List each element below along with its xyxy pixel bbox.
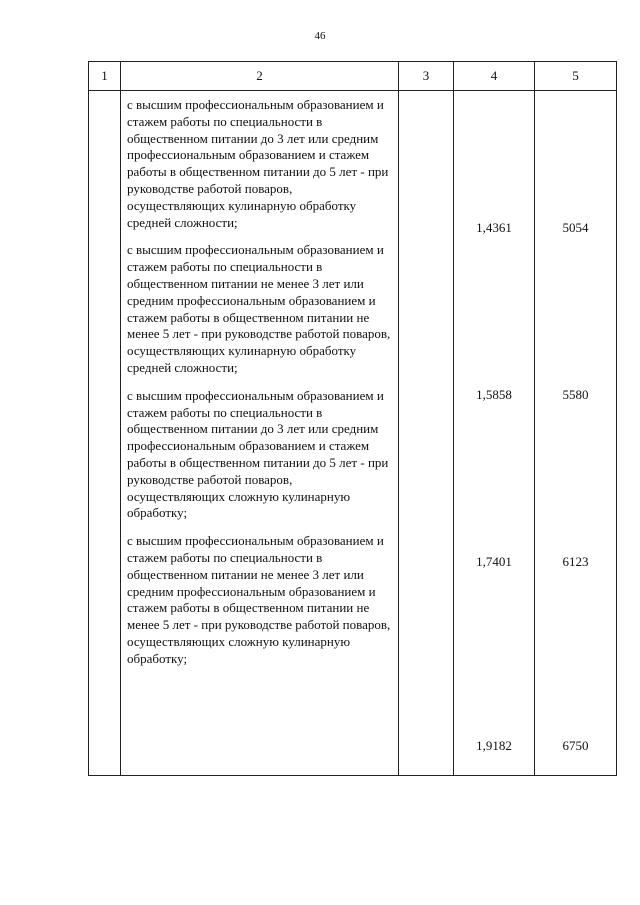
amount-value-1: 5054: [562, 220, 589, 235]
column-header-2: 2: [121, 62, 399, 91]
description-entry-2: с высшим профессиональным образованием и стажем работы по специальности в общественном питании не менее 3 лет или средним профессиональным образованием и стажем работы в общественном питании не менее 5 лет - при руководстве работой поваров, осуществляющих кулинарную обработку средней сложности;: [127, 242, 391, 375]
column-header-3: 3: [399, 62, 454, 91]
amount-value-4: 6750: [562, 738, 589, 753]
coefficient-cell: [454, 91, 535, 776]
description-entry-4: с высшим профессиональным образованием и стажем работы по специальности в общественном питании не менее 3 лет или средним профессиональным образованием и стажем работы в общественном питании не менее 5 лет - при руководстве работой поваров, осуществляющих сложную кулинарную обработку;: [127, 533, 391, 666]
description-entry-3: с высшим профессиональным образованием и стажем работы по специальности в общественном питании до 3 лет или средним профессиональным образованием и стажем работы в общественном питании до 5 лет - при руководстве работой поваров, осуществляющих сложную кулинарную обработку;: [127, 387, 389, 521]
amount-value-2: 5580: [562, 387, 589, 402]
table-row: [89, 91, 617, 776]
amount-value-3: 6123: [562, 554, 589, 569]
column-header-1: 1: [89, 62, 121, 91]
page-number: 46: [314, 30, 326, 42]
coefficient-value-1: 1,4361: [476, 220, 512, 235]
column-header-5: 5: [535, 62, 617, 91]
column-header-4: 4: [454, 62, 535, 91]
table-header-row: [89, 62, 617, 91]
rates-table: [88, 61, 617, 776]
description-entry-1: с высшим профессиональным образованием и стажем работы по специальности в общественном питании до 3 лет или средним профессиональным образованием и стажем работы в общественном питании до 5 лет - при руководстве работой поваров, осуществляющих кулинарную обработку средней сложности;: [127, 97, 389, 230]
coefficient-value-4: 1,9182: [476, 738, 512, 753]
description-cell: [121, 91, 399, 776]
coefficient-value-3: 1,7401: [476, 554, 512, 569]
column-3-cell: [399, 91, 454, 776]
amount-cell: [535, 91, 617, 776]
coefficient-value-2: 1,5858: [476, 387, 512, 402]
column-1-cell: [89, 91, 121, 776]
